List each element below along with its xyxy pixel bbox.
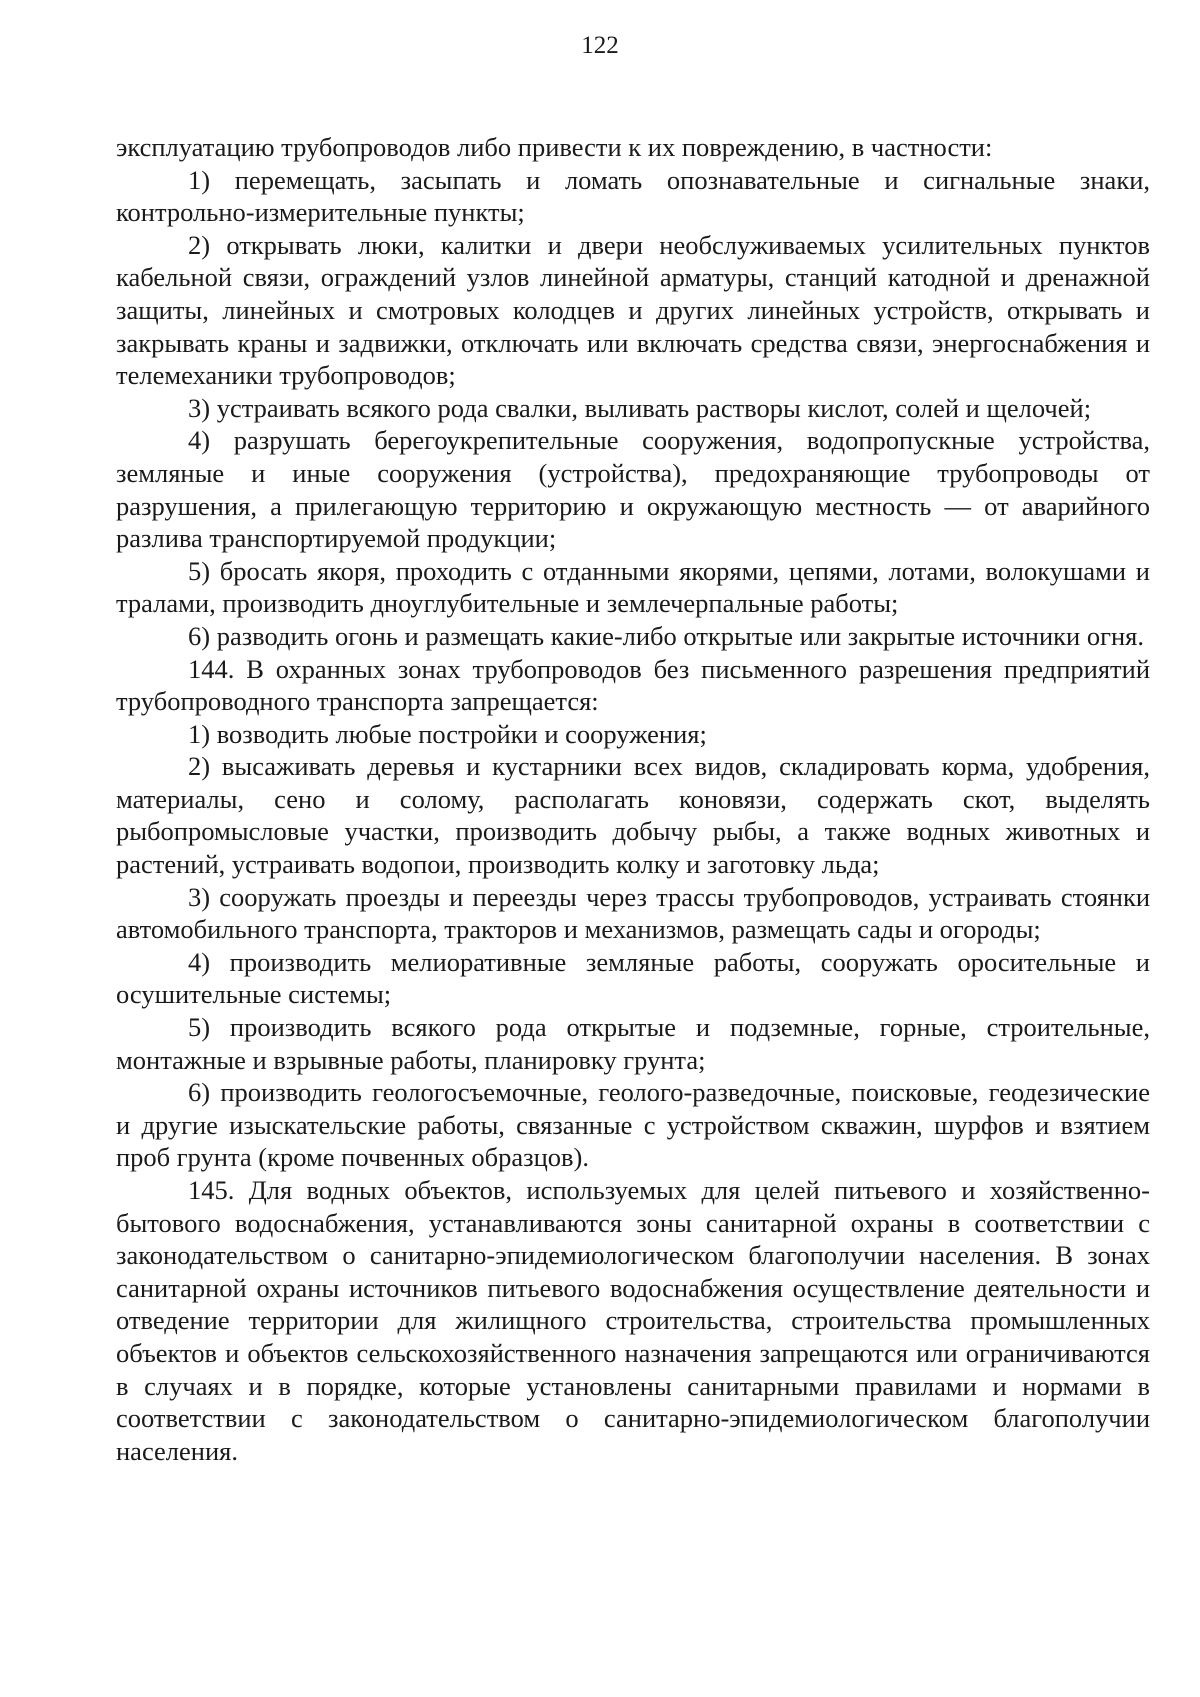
page-number: 122: [581, 32, 619, 59]
document-body: [116, 131, 1150, 1467]
list-item-1: 1) перемещать, засыпать и ломать опознавательные и сигнальные знаки, контрольно-измерительные пункты;: [116, 164, 1150, 228]
section-144-item-6: 6) производить геологосъемочные, геолого-разведочные, поисковые, геодезические и другие изыскательские работы, связанные с устройством скважин, шурфов и взятием проб грунта (кроме почвенных образцов).: [116, 1077, 1150, 1173]
section-144: 144. В охранных зонах трубопроводов без письменного разрешения предприятий трубопроводного транспорта запрещается:: [116, 653, 1150, 717]
list-item-6: 6) разводить огонь и размещать какие-либо открытые или закрытые источники огня.: [188, 620, 1144, 651]
list-item-2: 2) открывать люки, калитки и двери необслуживаемых усилительных пунктов кабельной связи, ограждений узлов линейной арматуры, станций катодной и дренажной защиты, линейных и смотровых колодцев и других линейных устройств, открывать и закрывать краны и задвижки, отключать или включать средства связи, энергоснабжения и телемеханики трубопроводов;: [116, 229, 1150, 391]
section-144-item-4: 4) производить мелиоративные земляные работы, сооружать оросительные и осушительные системы;: [116, 946, 1150, 1010]
paragraph-continuation: эксплуатацию трубопроводов либо привести к их повреждению, в частности:: [116, 132, 993, 162]
list-item-3: 3) устраивать всякого рода свалки, выливать растворы кислот, солей и щелочей;: [188, 392, 1092, 423]
list-item-5: 5) бросать якоря, проходить с отданными якорями, цепями, лотами, волокушами и тралами, производить дноуглубительные и землечерпальные работы;: [116, 555, 1150, 619]
list-item-4: 4) разрушать берегоукрепительные сооружения, водопропускные устройства, земляные и иные сооружения (устройства), предохраняющие трубопроводы от разрушения, а прилегающую территорию и окружающую местность — от аварийного разлива транспортируемой продукции;: [116, 425, 1150, 554]
section-144-item-2: 2) высаживать деревья и кустарники всех видов, складировать корма, удобрения, материалы, сено и солому, располагать коновязи, содержать скот, выделять рыбопромысловые участки, производить добычу рыбы, а также водных животных и растений, устраивать водопои, производить колку и заготовку льда;: [116, 751, 1150, 880]
section-144-item-3: 3) сооружать проезды и переезды через трассы трубопроводов, устраивать стоянки автомобильного транспорта, тракторов и механизмов, размещать сады и огороды;: [116, 881, 1150, 945]
section-144-item-1: 1) возводить любые постройки и сооружения;: [188, 718, 707, 749]
section-144-item-5: 5) производить всякого рода открытые и подземные, горные, строительные, монтажные и взрывные работы, планировку грунта;: [116, 1012, 1150, 1075]
section-145: 145. Для водных объектов, используемых для целей питьевого и хозяйственно-бытового водоснабжения, устанавливаются зоны санитарной охраны в соответствии с законодательством о санитарно-эпидемиологическом благополучии населения. В зонах санитарной охраны источников питьевого водоснабжения осуществление деятельности и отведение территории для жилищного строительства, строительства промышленных объектов и объектов сельскохозяйственного назначения запрещаются или ограничиваются в случаях и в порядке, которые установлены санитарными правилами и нормами в соответствии с законодательством о санитарно-эпидемиологическом благополучии населения.: [116, 1175, 1150, 1466]
